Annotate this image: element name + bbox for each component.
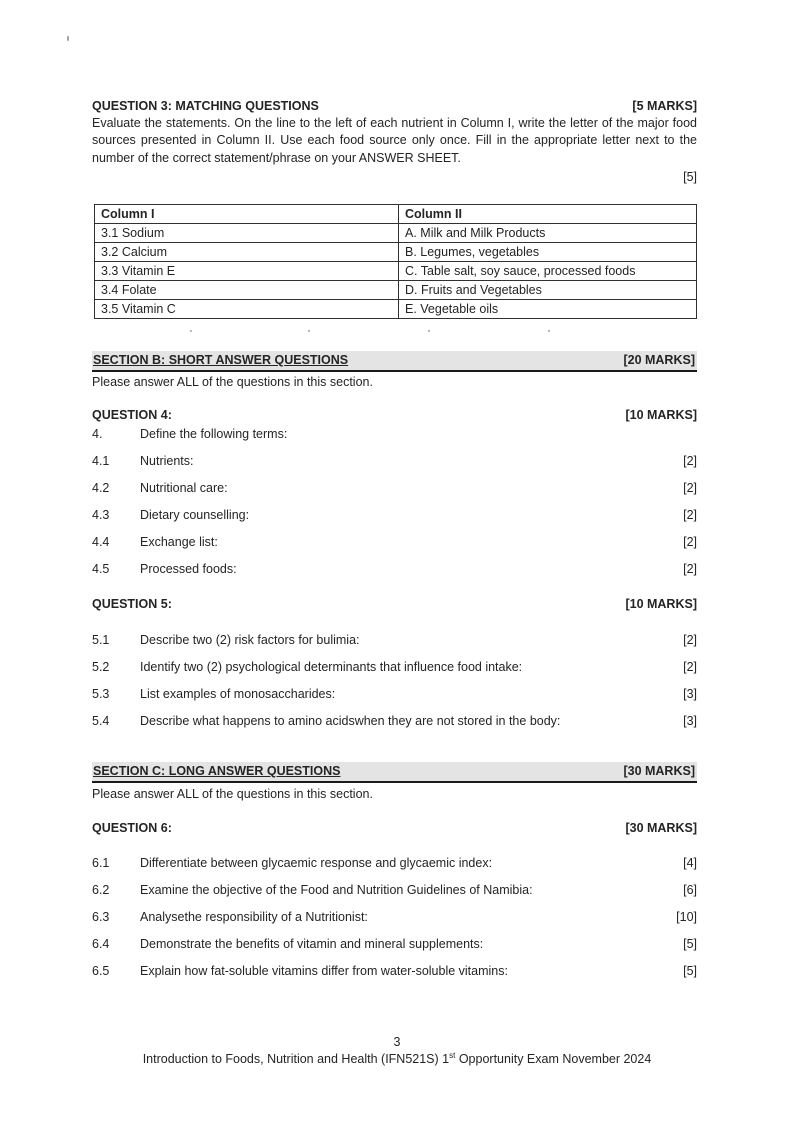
item-marks: [5]: [683, 937, 697, 951]
footer-text-suffix: Opportunity Exam November 2024: [455, 1052, 652, 1066]
question3-instructions: Evaluate the statements. On the line to the left of each nutrient in Column I, write the letter of the major food sources presented in Column II. Use each food source only once. Fill in the appropriate letter next to the number of the correct statement/phrase on your ANSWER SHEET.: [92, 116, 697, 165]
section-c-title: SECTION C: LONG ANSWER QUESTIONS: [93, 764, 341, 778]
scan-speck: [308, 330, 310, 332]
section-b-header: [92, 351, 697, 372]
question6-heading-row: [92, 820, 697, 837]
question-item-5-3: [92, 686, 697, 703]
item-marks: [3]: [683, 714, 697, 728]
table-cell-nutrient: 3.2 Calcium: [95, 243, 399, 262]
question4-lead-number: 4.: [92, 427, 103, 441]
item-number: 5.3: [92, 687, 110, 701]
question4-lead-text: Define the following terms:: [140, 427, 288, 441]
table-header-column2: Column II: [399, 205, 697, 224]
item-text: Processed foods:: [140, 562, 237, 576]
scan-speck: [67, 36, 69, 41]
item-text: Demonstrate the benefits of vitamin and mineral supplements:: [140, 937, 484, 951]
item-marks: [2]: [683, 562, 697, 576]
item-number: 4.1: [92, 454, 110, 468]
item-marks: [10]: [676, 910, 697, 924]
question4-marks: [10 MARKS]: [625, 408, 697, 422]
item-text: Differentiate between glycaemic response and glycaemic index:: [140, 856, 493, 870]
question-item-4-1: [92, 453, 697, 470]
item-text: Exchange list:: [140, 535, 218, 549]
table-row: [95, 224, 697, 243]
item-number: 6.4: [92, 937, 110, 951]
table-cell-food-source: B. Legumes, vegetables: [399, 243, 697, 262]
item-number: 5.1: [92, 633, 110, 647]
section-c-instruction: Please answer ALL of the questions in this section.: [92, 787, 373, 801]
question6-marks: [30 MARKS]: [625, 821, 697, 835]
section-c-header: [92, 762, 697, 783]
section-c-marks: [30 MARKS]: [623, 764, 695, 778]
table-row: [95, 262, 697, 281]
question-item-6-3: [92, 909, 697, 926]
table-row: [95, 281, 697, 300]
question-item-6-1: [92, 855, 697, 872]
item-text: Examine the objective of the Food and Nutrition Guidelines of Namibia:: [140, 883, 533, 897]
question-item-5-4: [92, 713, 697, 730]
question-item-4-5: [92, 561, 697, 578]
question5-heading-row: [92, 596, 697, 613]
table-header-row: [95, 205, 697, 224]
item-marks: [2]: [683, 633, 697, 647]
question3-sub-marks: [5]: [683, 170, 697, 184]
table-cell-food-source: A. Milk and Milk Products: [399, 224, 697, 243]
question-item-6-2: [92, 882, 697, 899]
question3-heading: QUESTION 3: MATCHING QUESTIONS: [92, 99, 319, 113]
table-row: [95, 300, 697, 319]
item-marks: [2]: [683, 660, 697, 674]
item-number: 5.4: [92, 714, 110, 728]
scan-speck: [548, 330, 550, 332]
question4-heading: QUESTION 4:: [92, 408, 172, 422]
item-text: Dietary counselling:: [140, 508, 250, 522]
question5-marks: [10 MARKS]: [625, 597, 697, 611]
table-cell-food-source: D. Fruits and Vegetables: [399, 281, 697, 300]
table-cell-nutrient: 3.4 Folate: [95, 281, 399, 300]
question-item-6-4: [92, 936, 697, 953]
question3-marks: [5 MARKS]: [632, 99, 697, 113]
table-cell-nutrient: 3.1 Sodium: [95, 224, 399, 243]
footer-ordinal-superscript: st: [449, 1050, 456, 1060]
item-text: Identify two (2) psychological determinants that influence food intake:: [140, 660, 523, 674]
page-number: 3: [393, 1035, 401, 1049]
table-cell-nutrient: 3.5 Vitamin C: [95, 300, 399, 319]
item-text: Analysethe responsibility of a Nutritionist:: [140, 910, 368, 924]
table-row: [95, 243, 697, 262]
item-number: 6.3: [92, 910, 110, 924]
item-number: 5.2: [92, 660, 110, 674]
item-marks: [2]: [683, 481, 697, 495]
item-number: 4.5: [92, 562, 110, 576]
footer-course-line: [0, 1051, 794, 1068]
item-marks: [2]: [683, 454, 697, 468]
footer-text-prefix: Introduction to Foods, Nutrition and Health (IFN521S) 1: [142, 1052, 450, 1066]
item-text: Describe what happens to amino acidswhen they are not stored in the body:: [140, 714, 561, 728]
item-text: Describe two (2) risk factors for bulimia:: [140, 633, 360, 647]
item-marks: [6]: [683, 883, 697, 897]
item-text: Nutritional care:: [140, 481, 228, 495]
item-marks: [3]: [683, 687, 697, 701]
question-item-5-1: [92, 632, 697, 649]
item-marks: [2]: [683, 508, 697, 522]
item-number: 4.4: [92, 535, 110, 549]
item-text: Nutrients:: [140, 454, 194, 468]
item-text: List examples of monosaccharides:: [140, 687, 336, 701]
item-marks: [5]: [683, 964, 697, 978]
section-b-marks: [20 MARKS]: [623, 353, 695, 367]
table-cell-food-source: C. Table salt, soy sauce, processed foods: [399, 262, 697, 281]
item-number: 6.1: [92, 856, 110, 870]
scan-speck: [190, 330, 192, 332]
item-marks: [4]: [683, 856, 697, 870]
question3-heading-row: [92, 98, 697, 115]
question-item-4-3: [92, 507, 697, 524]
item-text: Explain how fat-soluble vitamins differ from water-soluble vitamins:: [140, 964, 508, 978]
item-marks: [2]: [683, 535, 697, 549]
item-number: 4.3: [92, 508, 110, 522]
question-item-6-5: [92, 963, 697, 980]
scan-speck: [428, 330, 430, 332]
table-cell-food-source: E. Vegetable oils: [399, 300, 697, 319]
question4-lead: [92, 426, 697, 443]
item-number: 6.5: [92, 964, 110, 978]
section-b-instruction: Please answer ALL of the questions in this section.: [92, 375, 373, 389]
question6-heading: QUESTION 6:: [92, 821, 172, 835]
question-item-5-2: [92, 659, 697, 676]
question-item-4-2: [92, 480, 697, 497]
item-number: 6.2: [92, 883, 110, 897]
table-header-column1: Column I: [95, 205, 399, 224]
question4-heading-row: [92, 407, 697, 424]
item-number: 4.2: [92, 481, 110, 495]
matching-table: [94, 204, 697, 319]
table-cell-nutrient: 3.3 Vitamin E: [95, 262, 399, 281]
question-item-4-4: [92, 534, 697, 551]
section-b-title: SECTION B: SHORT ANSWER QUESTIONS: [93, 353, 349, 367]
question5-heading: QUESTION 5:: [92, 597, 172, 611]
